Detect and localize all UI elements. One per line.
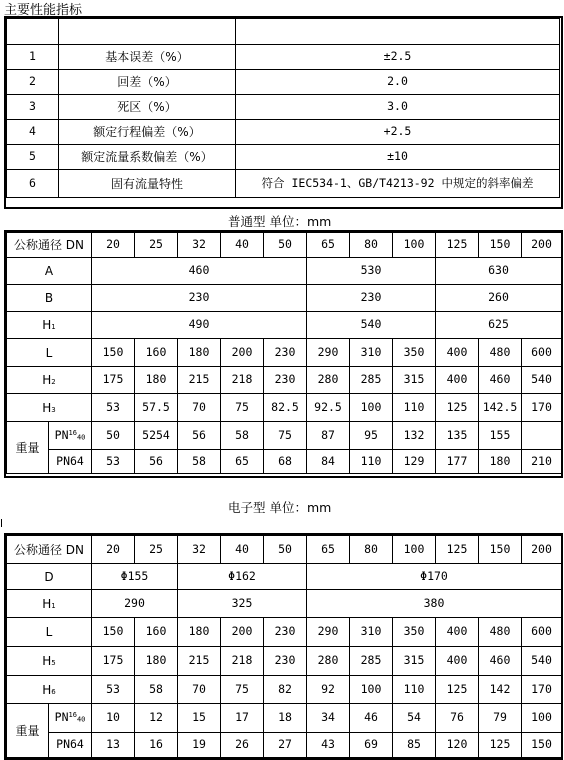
group-row: [7, 564, 562, 590]
spec-row: [7, 170, 560, 198]
dn-value: 50: [264, 233, 307, 258]
value-cell: 53: [92, 394, 135, 422]
value-cell: 460: [479, 367, 522, 394]
spec-row: [7, 95, 560, 120]
value-cell: 100: [522, 704, 562, 733]
spec-number: 2: [7, 70, 59, 95]
dn-value: 25: [135, 536, 178, 564]
value-row: [7, 618, 562, 647]
value-cell: 79: [479, 704, 522, 733]
spec-number: 5: [7, 145, 59, 170]
value-cell: 230: [264, 647, 307, 676]
normal-dimension-table: [6, 232, 562, 474]
row-label-text: D: [44, 569, 54, 584]
row-label-text: H: [42, 654, 52, 668]
value-cell: 120: [436, 733, 479, 758]
dn-value: 80: [350, 233, 393, 258]
value-cell: 18: [264, 704, 307, 733]
value-cell: 57.5: [135, 394, 178, 422]
weight-label: 重量: [7, 704, 49, 758]
value-cell: 82.5: [264, 394, 307, 422]
dn-header-label: 公称通径 DN: [7, 536, 92, 564]
row-label-text: H: [42, 596, 52, 611]
value-cell: 540: [522, 367, 562, 394]
spec-name: 额定行程偏差（%）: [59, 120, 236, 145]
value-cell: 480: [479, 339, 522, 367]
dn-value: 50: [264, 536, 307, 564]
row-label-text: L: [45, 345, 53, 360]
dn-value: 32: [178, 233, 221, 258]
value-cell: 53: [92, 676, 135, 704]
value-cell: 84: [307, 450, 350, 474]
group-value: 325: [178, 590, 307, 618]
value-cell: 132: [393, 422, 436, 450]
value-cell: 12: [135, 704, 178, 733]
value-cell: 17: [221, 704, 264, 733]
group-value: Φ155: [92, 564, 178, 590]
row-label-text: L: [45, 625, 53, 639]
value-cell: 70: [178, 676, 221, 704]
value-cell: 110: [393, 394, 436, 422]
value-cell: 10: [92, 704, 135, 733]
value-cell: 76: [436, 704, 479, 733]
value-cell: 230: [264, 339, 307, 367]
group-value: 460: [92, 258, 307, 285]
spec-value: +2.5: [236, 120, 560, 145]
value-cell: 230: [264, 367, 307, 394]
row-label-text: H: [42, 400, 52, 415]
pn64-label: PN64: [49, 733, 92, 758]
pn-superscript: 16: [68, 711, 77, 720]
row-label-text: B: [44, 291, 54, 305]
pn-text: PN: [54, 710, 69, 725]
value-cell: 400: [436, 647, 479, 676]
value-cell: 110: [350, 450, 393, 474]
value-cell: 200: [221, 618, 264, 647]
normal-caption: 普通型 单位：mm: [228, 214, 332, 229]
value-cell: 75: [221, 676, 264, 704]
spec-name: 回差（%）: [59, 70, 236, 95]
value-row: [7, 339, 562, 367]
dn-value: 40: [221, 536, 264, 564]
value-cell: 175: [92, 367, 135, 394]
weight-row-pn64: [7, 450, 562, 474]
value-cell: 600: [522, 618, 562, 647]
label-subscript: 1: [51, 323, 56, 331]
dn-value: 150: [479, 536, 522, 564]
dn-value: 80: [350, 536, 393, 564]
value-cell: 480: [479, 618, 522, 647]
value-cell: 310: [350, 339, 393, 367]
value-row: [7, 676, 562, 704]
value-cell: 350: [393, 339, 436, 367]
dn-value: 150: [479, 233, 522, 258]
spec-row: [7, 120, 560, 145]
label-subscript: 1: [51, 601, 56, 610]
value-cell: 230: [264, 618, 307, 647]
value-cell: 180: [135, 367, 178, 394]
group-value: 630: [436, 258, 562, 285]
pn-subscript: 40: [76, 433, 86, 442]
value-cell: 75: [264, 422, 307, 450]
row-label: [7, 564, 92, 590]
value-cell: 180: [178, 339, 221, 367]
value-cell: 180: [479, 450, 522, 474]
group-row: [7, 258, 562, 285]
value-cell: 70: [178, 394, 221, 422]
row-label: [7, 339, 92, 367]
row-label: [7, 394, 92, 422]
value-cell: 540: [522, 647, 562, 676]
pn64-label: PN64: [49, 450, 92, 474]
value-cell: 285: [350, 647, 393, 676]
value-cell: 142: [479, 676, 522, 704]
dn-value: 20: [92, 233, 135, 258]
spec-row: [7, 145, 560, 170]
value-cell: 210: [522, 450, 562, 474]
label-subscript: 3: [51, 405, 56, 414]
dn-value: 40: [221, 233, 264, 258]
spec-name: 固有流量特性: [59, 170, 236, 198]
value-cell: 69: [350, 733, 393, 758]
margin-tick: [1, 519, 2, 527]
value-cell: 315: [393, 367, 436, 394]
dn-header-row: [7, 536, 562, 564]
value-row: [7, 394, 562, 422]
spec-name: 死区（%）: [59, 95, 236, 120]
spec-value: 符合 IEC534-1、GB/T4213-92 中规定的斜率偏差: [236, 170, 560, 198]
value-cell: 15: [178, 704, 221, 733]
value-cell: [522, 422, 562, 450]
group-value: 230: [307, 285, 436, 312]
weight-row-pn16: [7, 422, 562, 450]
value-cell: 68: [264, 450, 307, 474]
dn-value: 125: [436, 536, 479, 564]
dn-value: 200: [522, 233, 562, 258]
value-cell: 155: [479, 422, 522, 450]
group-value: 260: [436, 285, 562, 312]
spec-name: 额定流量系数偏差（%）: [59, 145, 236, 170]
value-cell: 200: [221, 339, 264, 367]
value-cell: 290: [307, 339, 350, 367]
value-cell: 50: [92, 422, 135, 450]
row-label: [7, 590, 92, 618]
row-label: [7, 367, 92, 394]
value-cell: 400: [436, 618, 479, 647]
value-cell: 170: [522, 394, 562, 422]
row-label: [7, 258, 92, 285]
value-cell: 160: [135, 618, 178, 647]
dn-value: 32: [178, 536, 221, 564]
value-cell: 460: [479, 647, 522, 676]
page-title: 主要性能指标: [4, 3, 83, 18]
value-cell: 56: [135, 450, 178, 474]
value-cell: 310: [350, 618, 393, 647]
row-label: [7, 285, 92, 312]
value-cell: 46: [350, 704, 393, 733]
pn-text: PN: [54, 427, 69, 442]
pn16-label: [49, 422, 92, 450]
weight-row-pn16: [7, 704, 562, 733]
value-cell: 150: [92, 339, 135, 367]
value-cell: 95: [350, 422, 393, 450]
value-cell: 290: [307, 618, 350, 647]
dn-value: 20: [92, 536, 135, 564]
label-subscript: 6: [51, 687, 56, 696]
label-subscript: 5: [51, 659, 56, 667]
value-cell: 600: [522, 339, 562, 367]
value-cell: 100: [350, 676, 393, 704]
pn-subscript: 40: [76, 715, 86, 724]
value-cell: 177: [436, 450, 479, 474]
group-value: 230: [92, 285, 307, 312]
group-value: Φ162: [178, 564, 307, 590]
group-value: 290: [92, 590, 178, 618]
spec-name: 基本误差（%）: [59, 45, 236, 70]
value-cell: 26: [221, 733, 264, 758]
group-value: Φ170: [307, 564, 562, 590]
group-row: [7, 312, 562, 339]
row-label: [7, 618, 92, 647]
value-cell: 218: [221, 367, 264, 394]
dn-header-row: [7, 233, 562, 258]
dn-value: 25: [135, 233, 178, 258]
group-value: 625: [436, 312, 562, 339]
value-cell: 27: [264, 733, 307, 758]
row-label-text: H: [42, 682, 52, 697]
value-cell: 56: [178, 422, 221, 450]
electronic-caption: 电子型 单位：mm: [228, 500, 332, 515]
value-cell: 280: [307, 367, 350, 394]
row-label-text: H: [42, 318, 52, 332]
spec-value: ±2.5: [236, 45, 560, 70]
group-row: [7, 285, 562, 312]
value-cell: 215: [178, 367, 221, 394]
row-label: [7, 676, 92, 704]
value-cell: 13: [92, 733, 135, 758]
pn16-label: [49, 704, 92, 733]
value-cell: 5254: [135, 422, 178, 450]
value-cell: 135: [436, 422, 479, 450]
value-row: [7, 647, 562, 676]
value-cell: 350: [393, 618, 436, 647]
value-cell: 150: [522, 733, 562, 758]
value-cell: 58: [178, 450, 221, 474]
spec-number: 6: [7, 170, 59, 198]
spec-number: 4: [7, 120, 59, 145]
row-label: [7, 312, 92, 339]
value-cell: 85: [393, 733, 436, 758]
dn-value: 200: [522, 536, 562, 564]
dn-value: 125: [436, 233, 479, 258]
value-cell: 58: [135, 676, 178, 704]
value-cell: 54: [393, 704, 436, 733]
value-cell: 100: [350, 394, 393, 422]
weight-row-pn64: [7, 733, 562, 758]
value-cell: 400: [436, 339, 479, 367]
value-cell: 58: [221, 422, 264, 450]
spec-value: 3.0: [236, 95, 560, 120]
row-label-text: A: [44, 264, 54, 278]
group-value: 490: [92, 312, 307, 339]
value-cell: 170: [522, 676, 562, 704]
value-cell: 125: [436, 676, 479, 704]
group-value: 540: [307, 312, 436, 339]
value-cell: 125: [436, 394, 479, 422]
value-cell: 218: [221, 647, 264, 676]
value-cell: 87: [307, 422, 350, 450]
group-value: 380: [307, 590, 562, 618]
group-row: [7, 590, 562, 618]
spec-value: ±10: [236, 145, 560, 170]
dn-value: 100: [393, 536, 436, 564]
dn-value: 100: [393, 233, 436, 258]
value-cell: 215: [178, 647, 221, 676]
value-cell: 315: [393, 647, 436, 676]
value-cell: 43: [307, 733, 350, 758]
value-cell: 110: [393, 676, 436, 704]
row-label: [7, 647, 92, 676]
dn-value: 65: [307, 536, 350, 564]
value-cell: 175: [92, 647, 135, 676]
spec-header-row: [7, 19, 560, 45]
value-cell: 16: [135, 733, 178, 758]
value-cell: 280: [307, 647, 350, 676]
spec-table: [6, 18, 560, 198]
label-subscript: 2: [51, 378, 56, 386]
value-cell: 285: [350, 367, 393, 394]
value-cell: 129: [393, 450, 436, 474]
electronic-dimension-table: [6, 535, 562, 758]
value-cell: 92.5: [307, 394, 350, 422]
pn-superscript: 16: [68, 428, 77, 437]
group-value: 530: [307, 258, 436, 285]
value-cell: 53: [92, 450, 135, 474]
value-cell: 65: [221, 450, 264, 474]
spec-value: 2.0: [236, 70, 560, 95]
value-cell: 142.5: [479, 394, 522, 422]
dn-value: 65: [307, 233, 350, 258]
value-cell: 125: [479, 733, 522, 758]
dn-header-label: 公称通径 DN: [7, 233, 92, 258]
spec-row: [7, 45, 560, 70]
row-label-text: H: [42, 373, 52, 387]
spec-number: 1: [7, 45, 59, 70]
value-cell: 34: [307, 704, 350, 733]
value-cell: 75: [221, 394, 264, 422]
spec-number: 3: [7, 95, 59, 120]
value-cell: 400: [436, 367, 479, 394]
value-cell: 160: [135, 339, 178, 367]
spec-row: [7, 70, 560, 95]
value-cell: 19: [178, 733, 221, 758]
value-cell: 150: [92, 618, 135, 647]
weight-label: 重量: [7, 422, 49, 474]
value-cell: 82: [264, 676, 307, 704]
value-cell: 92: [307, 676, 350, 704]
value-cell: 180: [178, 618, 221, 647]
value-cell: 180: [135, 647, 178, 676]
value-row: [7, 367, 562, 394]
